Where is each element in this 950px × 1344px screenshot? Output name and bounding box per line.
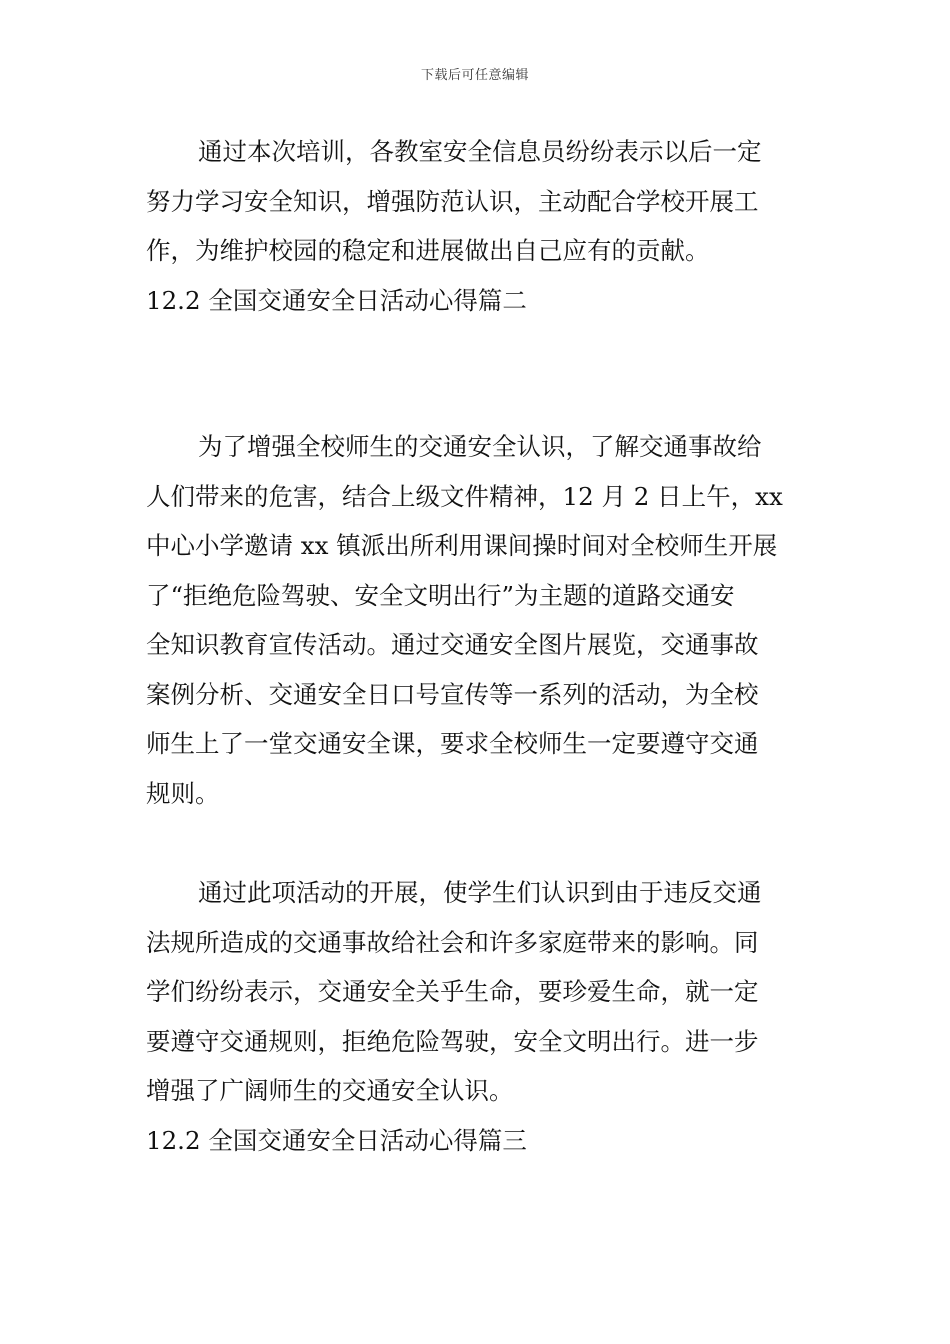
paragraph-line: 为了增强全校师生的交通安全认识，了解交通事故给 <box>198 432 762 461</box>
paragraph-line: 人们带来的危害，结合上级文件精神，12 月 2 日上午，xx <box>146 481 783 511</box>
paragraph-line: 增强了广阔师生的交通安全认识。 <box>146 1076 514 1105</box>
paragraph-line: 案例分析、交通安全日口号宣传等一系列的活动，为全校 <box>146 679 759 709</box>
section-heading-part-three: 12.2 全国交通安全日活动心得篇三 <box>146 1125 527 1155</box>
section-heading-part-two: 12.2 全国交通安全日活动心得篇二 <box>146 285 527 315</box>
page-header-note: 下载后可任意编辑 <box>420 68 529 83</box>
paragraph-line: 规则。 <box>146 778 220 808</box>
paragraph-line: 全知识教育宣传活动。通过交通安全图片展览，交通事故 <box>146 630 759 659</box>
paragraph-line: 要遵守交通规则，拒绝危险驾驶，安全文明出行。进一步 <box>146 1026 759 1056</box>
paragraph-line: 师生上了一堂交通安全课，要求全校师生一定要遵守交通 <box>146 729 759 758</box>
blank-spacer <box>146 325 806 422</box>
paragraph-line: 学们纷纷表示，交通安全关乎生命，要珍爱生命，就一定 <box>146 977 759 1006</box>
paragraph-line: 中心小学邀请 xx 镇派出所利用课间操时间对全校师生开展 <box>146 531 778 560</box>
paragraph-traffic-safety-activity <box>146 422 806 818</box>
paragraph-line: 通过此项活动的开展，使学生们认识到由于违反交通 <box>198 878 762 907</box>
paragraph-line: 作，为维护校园的稳定和进展做出自己应有的贡献。 <box>146 236 710 265</box>
paragraph-training-summary <box>146 127 806 276</box>
blank-spacer <box>146 818 806 868</box>
document-body <box>146 127 806 1165</box>
paragraph-line: 法规所造成的交通事故给社会和许多家庭带来的影响。同 <box>146 927 759 957</box>
paragraph-line: 通过本次培训，各教室安全信息员纷纷表示以后一定 <box>198 137 762 166</box>
paragraph-line: 了“拒绝危险驾驶、安全文明出行”为主题的道路交通安 <box>146 580 735 610</box>
paragraph-activity-results <box>146 868 806 1116</box>
paragraph-line: 努力学习安全知识，增强防范认识，主动配合学校开展工 <box>146 186 759 216</box>
